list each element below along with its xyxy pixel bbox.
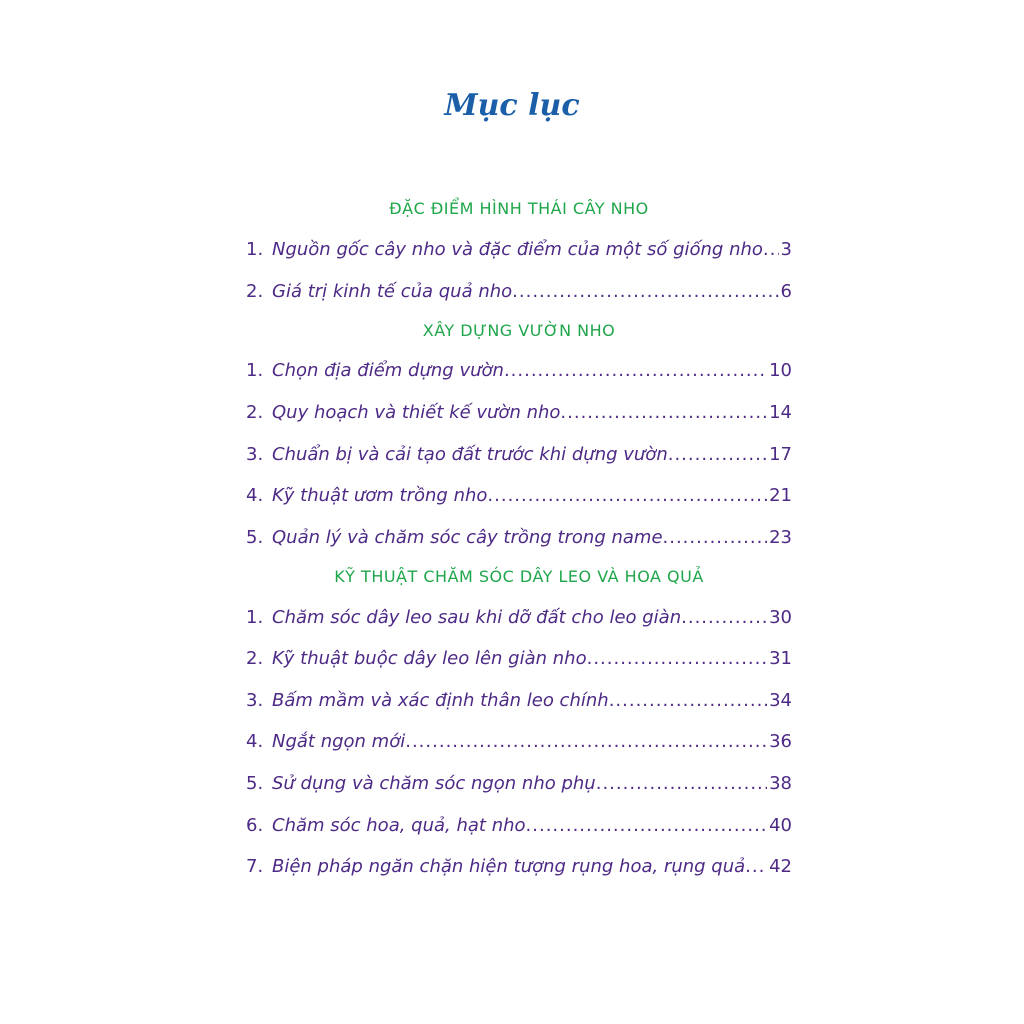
entry-number: 2. — [246, 402, 264, 423]
toc-entry[interactable] — [246, 239, 792, 260]
toc-entry[interactable] — [246, 731, 792, 752]
dot-leader — [668, 444, 767, 465]
entry-title: Chọn địa điểm dựng vườn — [272, 360, 504, 381]
dot-leader — [504, 360, 767, 381]
dot-leader — [609, 690, 767, 711]
entry-page: 17 — [769, 444, 792, 465]
dot-leader — [560, 402, 767, 423]
toc-entry[interactable] — [246, 444, 792, 465]
entry-page: 6 — [780, 281, 792, 302]
entry-title: Chăm sóc dây leo sau khi dỡ đất cho leo giàn — [272, 607, 682, 628]
entry-number: 4. — [246, 731, 264, 752]
dot-leader — [487, 485, 767, 506]
entry-number: 1. — [246, 607, 264, 628]
dot-leader — [681, 607, 767, 628]
entry-page: 42 — [769, 856, 792, 877]
toc-entry[interactable] — [246, 856, 792, 877]
entry-title: Biện pháp ngăn chặn hiện tượng rụng hoa, rụng quả — [272, 856, 746, 877]
entry-title: Chăm sóc hoa, quả, hạt nho — [272, 815, 526, 836]
dot-leader — [512, 281, 778, 302]
entry-page: 31 — [769, 648, 792, 669]
entry-title: Quản lý và chăm sóc cây trồng trong name — [272, 527, 663, 548]
dot-leader — [526, 815, 768, 836]
entry-title: Chuẩn bị và cải tạo đất trước khi dựng vườn — [272, 444, 668, 465]
dot-leader — [663, 527, 768, 548]
page-title: Mục lục — [444, 88, 580, 123]
toc-entry[interactable] — [246, 527, 792, 548]
entry-title: Kỹ thuật buộc dây leo lên giàn nho — [272, 648, 587, 669]
entry-number: 5. — [246, 527, 264, 548]
entry-page: 3 — [780, 239, 792, 260]
toc-entry[interactable] — [246, 485, 792, 506]
dot-leader — [405, 731, 767, 752]
toc-entry[interactable] — [246, 648, 792, 669]
entry-number: 3. — [246, 690, 264, 711]
entry-page: 23 — [769, 527, 792, 548]
dot-leader — [745, 856, 767, 877]
entry-page: 14 — [769, 402, 792, 423]
entry-number: 5. — [246, 773, 264, 794]
entry-page: 36 — [769, 731, 792, 752]
entry-page: 40 — [769, 815, 792, 836]
entry-title: Nguồn gốc cây nho và đặc điểm của một số giống nho — [272, 239, 763, 260]
entry-page: 21 — [769, 485, 792, 506]
entry-title: Bấm mầm và xác định thân leo chính — [272, 690, 609, 711]
entry-number: 4. — [246, 485, 264, 506]
dot-leader — [587, 648, 768, 669]
entry-page: 30 — [769, 607, 792, 628]
entry-title: Giá trị kinh tế của quả nho — [272, 281, 513, 302]
section-heading: XÂY DỰNG VƯỜN NHO — [422, 321, 616, 340]
entry-page: 10 — [769, 360, 792, 381]
entry-title: Sử dụng và chăm sóc ngọn nho phụ — [272, 773, 596, 794]
toc-entry[interactable] — [246, 815, 792, 836]
entry-number: 2. — [246, 281, 264, 302]
section-heading: ĐẶC ĐIỂM HÌNH THÁI CÂY NHO — [389, 199, 649, 218]
entry-number: 7. — [246, 856, 264, 877]
entry-number: 6. — [246, 815, 264, 836]
entry-title: Quy hoạch và thiết kế vườn nho — [272, 402, 561, 423]
toc-entry[interactable] — [246, 402, 792, 423]
dot-leader — [596, 773, 767, 794]
entry-number: 1. — [246, 360, 264, 381]
toc-entry[interactable] — [246, 281, 792, 302]
toc-entry[interactable] — [246, 607, 792, 628]
toc-entry[interactable] — [246, 773, 792, 794]
toc-entry[interactable] — [246, 360, 792, 381]
entry-number: 1. — [246, 239, 264, 260]
entry-number: 2. — [246, 648, 264, 669]
entry-page: 38 — [769, 773, 792, 794]
entry-title: Ngắt ngọn mới — [272, 731, 406, 752]
toc-entry[interactable] — [246, 690, 792, 711]
dot-leader — [763, 239, 779, 260]
entry-number: 3. — [246, 444, 264, 465]
entry-title: Kỹ thuật ươm trồng nho — [272, 485, 488, 506]
section-heading: KỸ THUẬT CHĂM SÓC DÂY LEO VÀ HOA QUẢ — [334, 567, 704, 586]
entry-page: 34 — [769, 690, 792, 711]
